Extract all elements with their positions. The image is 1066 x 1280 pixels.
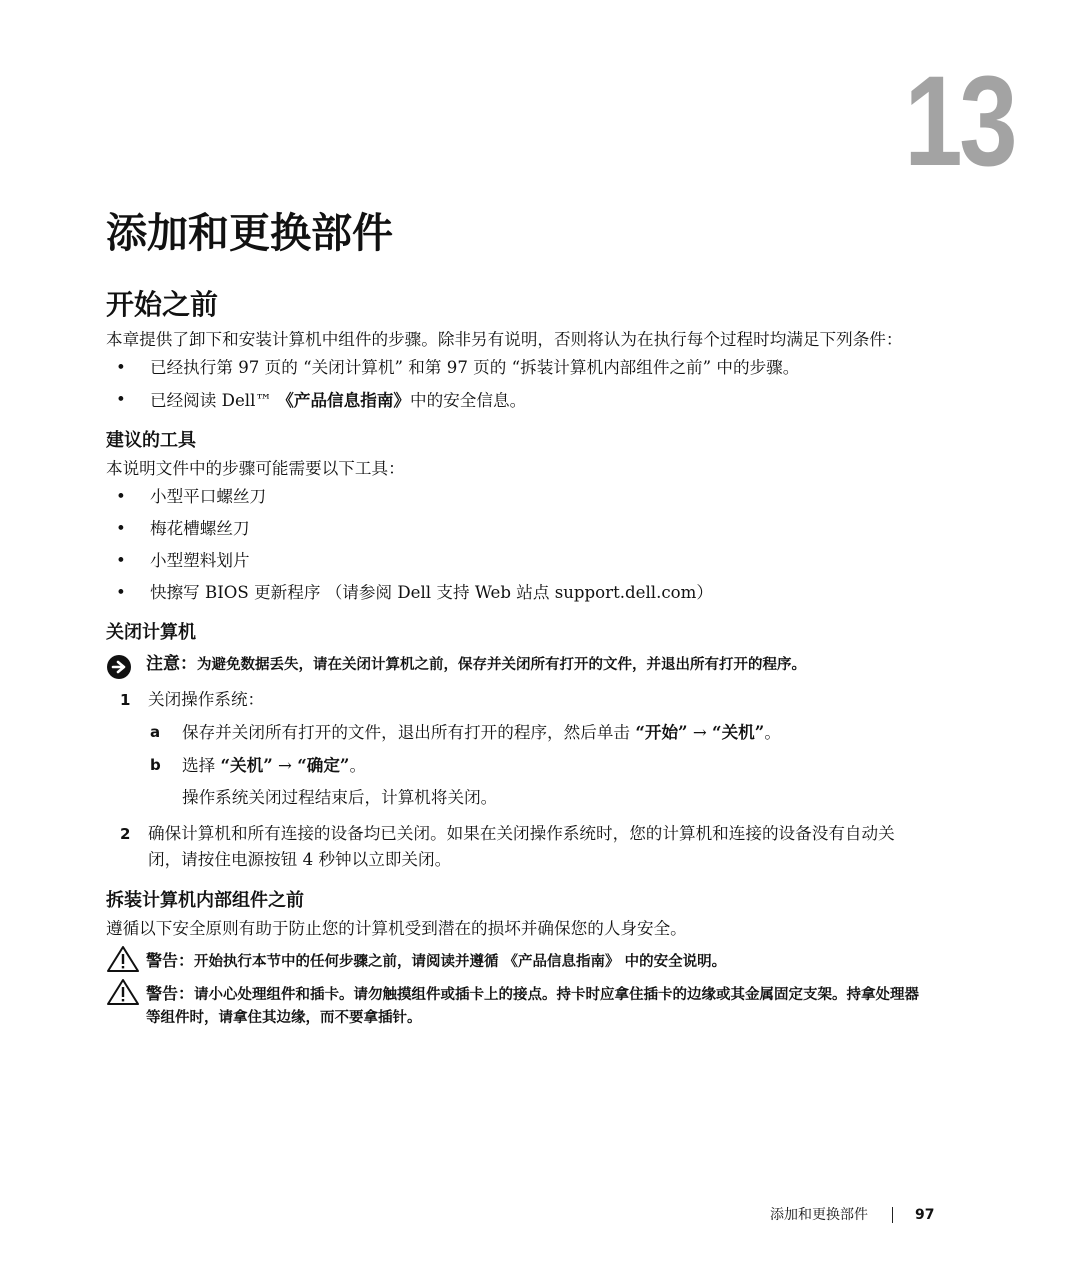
step-text: 确保计算机和所有连接的设备均已关闭。如果在关闭操作系统时，您的计算机和连接的设备没有自动关闭，请按住电源按钮 4 秒钟以立即关闭。 xyxy=(148,824,895,869)
doc-title-product-info: 《产品信息指南》 xyxy=(277,390,411,410)
warning-triangle-icon xyxy=(106,978,140,1014)
list-item: • 已经阅读 Dell™ 《产品信息指南》中的安全信息。 xyxy=(116,390,527,410)
bullet-icon: • xyxy=(116,519,126,538)
step-text: 关闭操作系统： xyxy=(148,690,265,709)
subsection-heading-inside: 拆装计算机内部组件之前 xyxy=(106,890,304,911)
footer-divider xyxy=(892,1207,893,1223)
substep-item: a 保存并关闭所有打开的文件，退出所有打开的程序，然后单击 “开始” → “关机”。 xyxy=(106,719,920,746)
menu-start-label: “开始” xyxy=(635,722,688,742)
chapter-title: 添加和更换部件 xyxy=(106,209,393,257)
option-ok-label: “确定” xyxy=(297,755,350,775)
subsection-heading-tools: 建议的工具 xyxy=(106,430,196,451)
notice-arrow-icon xyxy=(106,654,132,687)
menu-shutdown-label: “关机” xyxy=(712,722,765,742)
notice-box xyxy=(106,653,920,677)
before-list xyxy=(106,356,920,413)
substep-letter: b xyxy=(150,756,161,774)
section-heading-before: 开始之前 xyxy=(106,288,219,321)
bullet-icon: • xyxy=(116,583,126,602)
bullet-icon: • xyxy=(116,487,126,506)
tools-intro: 本说明文件中的步骤可能需要以下工具： xyxy=(106,459,405,478)
bullet-icon: • xyxy=(116,390,126,409)
bullet-icon: • xyxy=(116,551,126,570)
arrow-icon: → xyxy=(687,723,713,742)
warning-box xyxy=(106,949,920,974)
list-item: • 快擦写 BIOS 更新程序 （请参阅 Dell 支持 Web 站点 support.dell.com） xyxy=(106,581,920,605)
notice-text: 为避免数据丢失，请在关闭计算机之前，保存并关闭所有打开的文件，并退出所有打开的程序。 xyxy=(197,657,806,673)
list-item: • 梅花槽螺丝刀 xyxy=(106,517,920,541)
page-content xyxy=(106,286,920,1030)
tools-list xyxy=(106,485,920,605)
notice-label: 注意： xyxy=(146,654,197,674)
list-item: • 小型塑料划片 xyxy=(106,549,920,573)
option-shutdown-label: “关机” xyxy=(220,755,273,775)
list-item: • 已经执行第 97 页的 “关闭计算机” 和第 97 页的 “拆装计算机内部组件之前” 中的步骤。 xyxy=(106,356,920,380)
bullet-icon: • xyxy=(116,358,126,377)
arrow-icon: → xyxy=(272,756,298,775)
warning-text: 开始执行本节中的任何步骤之前，请阅读并遵循 《产品信息指南》 中的安全说明。 xyxy=(194,954,727,970)
list-item: • 小型平口螺丝刀 xyxy=(106,485,920,509)
inside-intro: 遵循以下安全原则有助于防止您的计算机受到潜在的损坏并确保您的人身安全。 xyxy=(106,919,687,938)
substep-item: b 选择 “关机” → “确定”。 xyxy=(106,752,920,779)
warning-text: 请小心处理组件和插卡。请勿触摸组件或插卡上的接点。持卡时应拿住插卡的边缘或其金属固定支架。持拿处理器等组件时，请拿住其边缘，而不要拿插针。 xyxy=(146,987,920,1026)
warning-box xyxy=(106,982,920,1030)
chapter-number: 13 xyxy=(903,50,1014,193)
warning-triangle-icon xyxy=(106,945,140,981)
subsection-heading-shutdown: 关闭计算机 xyxy=(106,622,196,643)
step-item xyxy=(106,821,920,873)
page-number: 97 xyxy=(915,1207,935,1223)
step-number: 2 xyxy=(120,825,131,843)
warning-label: 警告： xyxy=(146,951,195,970)
warning-label: 警告： xyxy=(146,984,195,1003)
footer-chapter-title: 添加和更换部件 xyxy=(770,1207,868,1223)
page-footer xyxy=(770,1205,934,1225)
substep-letter: a xyxy=(150,723,161,741)
step-item xyxy=(106,687,920,713)
step-number: 1 xyxy=(120,691,131,709)
before-intro: 本章提供了卸下和安装计算机中组件的步骤。除非另有说明，否则将认为在执行每个过程时均满足下列条件： xyxy=(106,330,903,349)
substep-note: 操作系统关闭过程结束后，计算机将关闭。 xyxy=(182,788,498,807)
